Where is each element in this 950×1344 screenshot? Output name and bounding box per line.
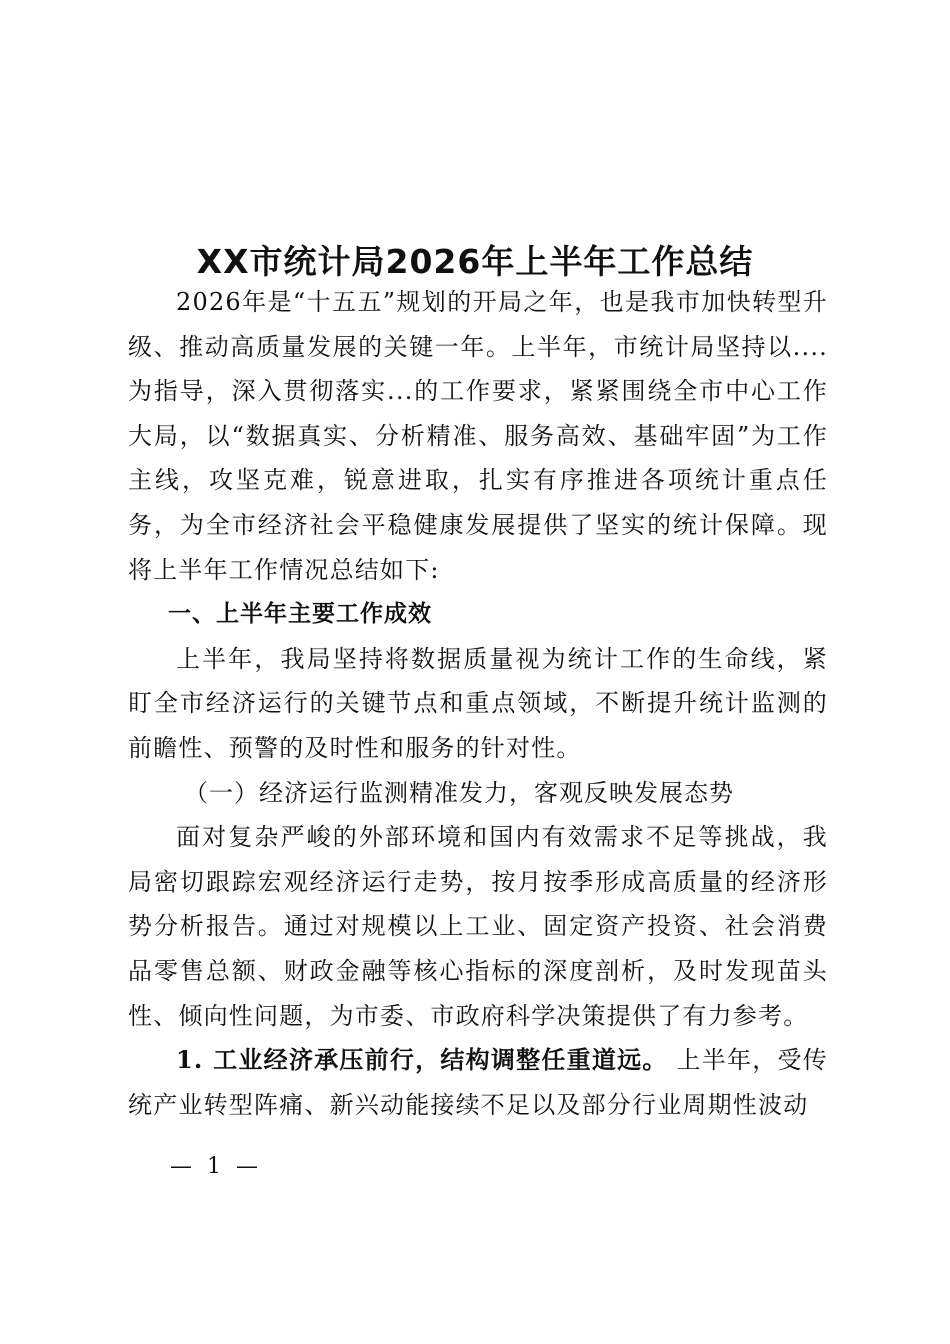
subsection-heading-1: （一）经济运行监测精准发力，客观反映发展态势	[184, 778, 734, 807]
section-1-paragraph: 上半年，我局坚持将数据质量视为统计工作的生命线，紧盯全市经济运行的关键节点和重点领域，不断提升统计监测的前瞻性、预警的及时性和服务的针对性。	[128, 644, 828, 762]
item-1-text: 上半年，受传统产业转型阵痛、新兴动能接续不足以及部分行业周期性波动	[128, 1046, 829, 1119]
subsection-1-paragraph: 面对复杂严峻的外部环境和国内有效需求不足等挑战，我局密切跟踪宏观经济运行走势，按月按季形成高质量的经济形势分析报告。通过对规模以上工业、固定资产投资、社会消费品零售总额、财政金融等核心指标的深度剖析，及时发现苗头性、倾向性问题，为市委、市政府科学决策提供了有力参考。	[128, 823, 828, 1030]
section-heading-1: 一、上半年主要工作成效	[168, 601, 432, 628]
intro-paragraph: 2026年是“十五五”规划的开局之年，也是我市加快转型升级、推动高质量发展的关键一年。上半年，市统计局坚持以....为指导，深入贯彻落实...的工作要求，紧紧围绕全市中心工作大局，以“数据真实、分析精准、服务高效、基础牢固”为工作主线，攻坚克难，锐意进取，扎实有序推进各项统计重点任务，为全市经济社会平稳健康发展提供了坚实的统计保障。现将上半年工作情况总结如下:	[128, 288, 828, 584]
document-title: XX市统计局2026年上半年工作总结	[196, 242, 754, 282]
document-body	[128, 280, 828, 1127]
item-1-lead: 1. 工业经济承压前行，结构调整任重道远。	[176, 1045, 668, 1075]
page-number: — 1 —	[170, 1154, 262, 1179]
item-1-paragraph	[128, 1038, 828, 1127]
